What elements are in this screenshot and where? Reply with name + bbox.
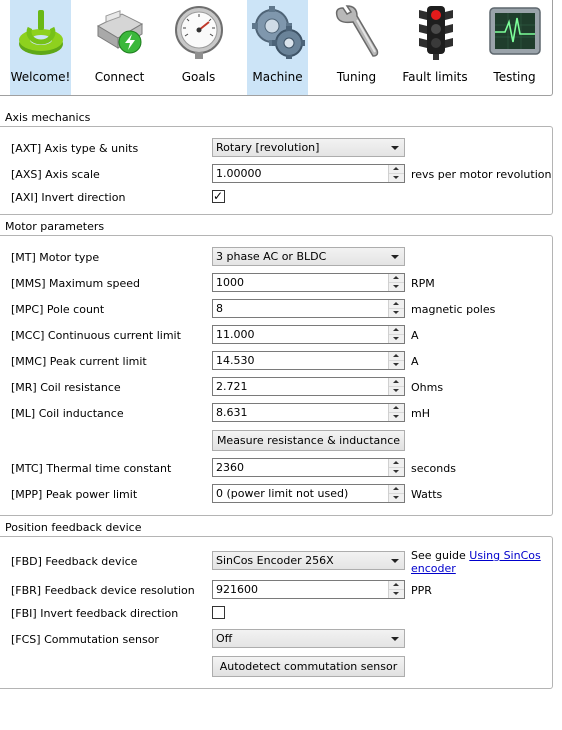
gears-icon	[250, 4, 306, 60]
motor-type-label: [MT] Motor type	[11, 251, 100, 264]
spin-down-icon[interactable]	[389, 494, 404, 502]
traffic-light-icon	[407, 4, 463, 60]
thermal-time-label: [MTC] Thermal time constant	[11, 462, 172, 475]
axis-scale-input[interactable]	[213, 165, 386, 182]
max-speed-label: [MMS] Maximum speed	[11, 277, 140, 290]
guide-link-line1: Using SinCos	[469, 549, 541, 562]
feedback-resolution-spinbox	[212, 580, 405, 599]
chevron-down-icon	[391, 637, 399, 641]
axis-group-title: Axis mechanics	[5, 111, 91, 124]
max-speed-unit: RPM	[411, 277, 435, 290]
toolbar-tuning[interactable]	[326, 0, 387, 95]
commutation-sensor-value: Off	[216, 632, 233, 645]
motor-group-title: Motor parameters	[5, 220, 105, 233]
feedback-invert-label: [FBI] Invert feedback direction	[11, 607, 179, 620]
toolbar-goals[interactable]	[168, 0, 229, 95]
coil-inductance-spinbox	[212, 403, 405, 422]
power-icon	[13, 4, 69, 60]
spin-up-icon[interactable]	[389, 326, 404, 335]
spin-up-icon[interactable]	[389, 300, 404, 309]
coil-resistance-input[interactable]	[213, 378, 386, 395]
thermal-time-unit: seconds	[411, 462, 456, 475]
peak-power-spinbox	[212, 484, 405, 503]
spin-up-icon[interactable]	[389, 378, 404, 387]
spin-up-icon[interactable]	[389, 404, 404, 413]
toolbar-testing[interactable]	[484, 0, 545, 95]
toolbar-fault-limits[interactable]	[402, 0, 468, 95]
spin-down-icon[interactable]	[389, 413, 404, 421]
max-speed-spinbox	[212, 273, 405, 292]
main-toolbar	[0, 0, 553, 96]
continuous-current-unit: A	[411, 329, 419, 342]
toolbar-fault-limits-label: Fault limits	[402, 70, 468, 84]
peak-current-spinbox	[212, 351, 405, 370]
guide-link-line2: encoder	[411, 562, 456, 575]
continuous-current-input[interactable]	[213, 326, 386, 343]
spin-up-icon[interactable]	[389, 485, 404, 494]
axis-scale-unit: revs per motor revolution	[411, 168, 552, 181]
toolbar-welcome-label: Welcome!	[10, 70, 71, 84]
spin-down-icon[interactable]	[389, 590, 404, 598]
feedback-group-title: Position feedback device	[5, 521, 142, 534]
axis-type-value: Rotary [revolution]	[216, 141, 320, 154]
wrench-icon	[329, 4, 385, 60]
max-speed-input[interactable]	[213, 274, 386, 291]
peak-current-input[interactable]	[213, 352, 386, 369]
feedback-device-value: SinCos Encoder 256X	[216, 554, 334, 567]
thermal-time-spinbox	[212, 458, 405, 477]
spin-down-icon[interactable]	[389, 335, 404, 343]
feedback-device-label: [FBD] Feedback device	[11, 555, 138, 568]
spin-up-icon[interactable]	[389, 459, 404, 468]
chevron-down-icon	[391, 146, 399, 150]
pole-count-unit: magnetic poles	[411, 303, 496, 316]
coil-resistance-spinbox	[212, 377, 405, 396]
feedback-device-select[interactable]	[212, 551, 405, 570]
toolbar-machine[interactable]	[247, 0, 308, 95]
commutation-sensor-label: [FCS] Commutation sensor	[11, 633, 159, 646]
coil-resistance-label: [MR] Coil resistance	[11, 381, 121, 394]
coil-inductance-label: [ML] Coil inductance	[11, 407, 124, 420]
measure-resistance-inductance-button[interactable]: Measure resistance & inductance	[212, 430, 405, 451]
toolbar-connect-label: Connect	[94, 70, 145, 84]
feedback-invert-checkbox[interactable]	[212, 606, 225, 619]
peak-current-label: [MMC] Peak current limit	[11, 355, 147, 368]
spin-down-icon[interactable]	[389, 309, 404, 317]
spin-down-icon[interactable]	[389, 468, 404, 476]
motor-type-select[interactable]	[212, 247, 405, 266]
spin-up-icon[interactable]	[389, 274, 404, 283]
gauge-icon	[171, 4, 227, 60]
thermal-time-input[interactable]	[213, 459, 386, 476]
coil-inductance-input[interactable]	[213, 404, 386, 421]
feedback-resolution-input[interactable]	[213, 581, 386, 598]
coil-inductance-unit: mH	[411, 407, 430, 420]
axis-type-label: [AXT] Axis type & units	[11, 142, 139, 155]
pole-count-input[interactable]	[213, 300, 386, 317]
autodetect-commutation-button[interactable]: Autodetect commutation sensor	[212, 656, 405, 677]
commutation-sensor-select[interactable]	[212, 629, 405, 648]
axis-type-select[interactable]	[212, 138, 405, 157]
spin-up-icon[interactable]	[389, 352, 404, 361]
feedback-guide-text	[411, 549, 541, 575]
peak-current-unit: A	[411, 355, 419, 368]
toolbar-testing-label: Testing	[493, 70, 536, 84]
axis-scale-spinbox	[212, 164, 405, 183]
feedback-resolution-unit: PPR	[411, 584, 432, 597]
spin-down-icon[interactable]	[389, 387, 404, 395]
coil-resistance-unit: Ohms	[411, 381, 444, 394]
spin-down-icon[interactable]	[389, 174, 404, 182]
toolbar-welcome[interactable]	[10, 0, 71, 95]
axis-invert-checkbox[interactable]	[212, 190, 225, 203]
motor-type-value: 3 phase AC or BLDC	[216, 250, 327, 263]
toolbar-tuning-label: Tuning	[336, 70, 377, 84]
pole-count-spinbox	[212, 299, 405, 318]
toolbar-connect[interactable]	[89, 0, 150, 95]
guide-prefix: See guide	[411, 549, 466, 562]
continuous-current-spinbox	[212, 325, 405, 344]
peak-power-label: [MPP] Peak power limit	[11, 488, 138, 501]
connect-icon	[92, 4, 148, 60]
axis-scale-label: [AXS] Axis scale	[11, 168, 100, 181]
checkmark-icon: ✓	[213, 189, 224, 203]
toolbar-machine-label: Machine	[252, 70, 303, 84]
chevron-down-icon	[391, 255, 399, 259]
spin-up-icon[interactable]	[389, 165, 404, 174]
chevron-down-icon	[391, 559, 399, 563]
continuous-current-label: [MCC] Continuous current limit	[11, 329, 181, 342]
peak-power-unit: Watts	[411, 488, 443, 501]
feedback-resolution-label: [FBR] Feedback device resolution	[11, 584, 195, 597]
pole-count-label: [MPC] Pole count	[11, 303, 105, 316]
spin-down-icon[interactable]	[389, 283, 404, 291]
oscilloscope-icon	[487, 4, 543, 60]
peak-power-input[interactable]	[213, 485, 386, 502]
spin-down-icon[interactable]	[389, 361, 404, 369]
toolbar-goals-label: Goals	[181, 70, 216, 84]
axis-invert-label: [AXI] Invert direction	[11, 191, 126, 204]
spin-up-icon[interactable]	[389, 581, 404, 590]
